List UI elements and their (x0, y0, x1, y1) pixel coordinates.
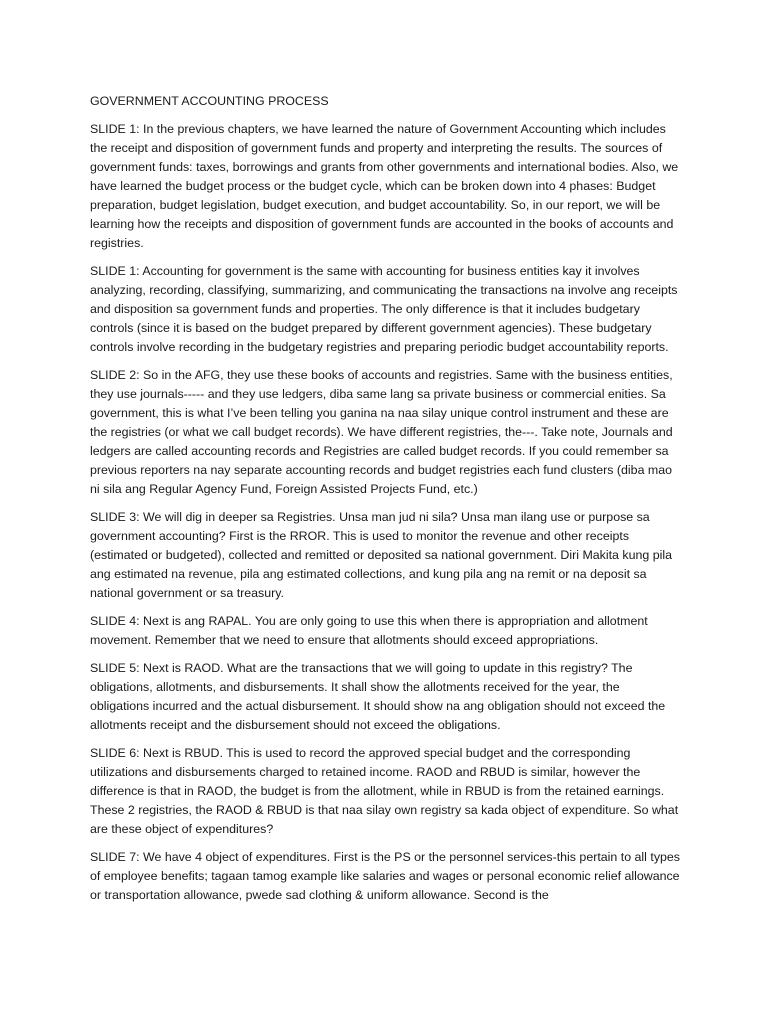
document-page (90, 92, 680, 914)
document-title: GOVERNMENT ACCOUNTING PROCESS (90, 94, 329, 108)
paragraph-slide-1-intro: SLIDE 1: In the previous chapters, we have learned the nature of Government Accounting which includes the receipt and disposition of government funds and property and interpreting the results. The sources of government funds: taxes, borrowings and grants from other governments and international bodies. Also, we have learned the budget process or the budget cycle, which can be broken down into 4 phases: Budget preparation, budget legislation, budget execution, and budget accountability. So, in our report, we will be learning how the receipts and disposition of government funds are accounted in the books of accounts and registries. (90, 122, 679, 250)
paragraph-slide-6: SLIDE 6: Next is RBUD. This is used to record the approved special budget and the corresponding utilizations and disbursements charged to retained income. RAOD and RBUD is similar, however the difference is that in RAOD, the budget is from the allotment, while in RBUD is from the retained earnings. These 2 registries, the RAOD & RBUD is that naa silay own registry sa kada object of expenditure. So what are these object of expenditures? (90, 746, 679, 836)
paragraph-slide-1-accounting: SLIDE 1: Accounting for government is the same with accounting for business entities kay it involves analyzing, recording, classifying, summarizing, and communicating the transactions na involve ang receipts and disposition sa government funds and properties. The only difference is that it includes budgetary controls (since it is based on the budget prepared by different government agencies). These budgetary controls involve recording in the budgetary registries and preparing periodic budget accountability reports. (90, 264, 678, 354)
paragraph-slide-2: SLIDE 2: So in the AFG, they use these books of accounts and registries. Same with the business entities, they use journals----- and they use ledgers, diba same lang sa private business or commercial enities. Sa government, this is what I’ve been telling you ganina na naa silay unique control instrument and these are the registries (or what we call budget records). We have different registries, the---. Take note, Journals and ledgers are called accounting records and Registries are called budget records. If you could remember sa previous reporters na nay separate accounting records and budget registries each fund clusters (diba mao ni sila ang Regular Agency Fund, Foreign Assisted Projects Fund, etc.) (90, 368, 673, 496)
paragraph-slide-5: SLIDE 5: Next is RAOD. What are the transactions that we will going to update in this registry? The obligations, allotments, and disbursements. It shall show the allotments received for the year, the obligations incurred and the actual disbursement. It should show na ang obligation should not exceed the allotments receipt and the disbursement should not exceed the obligations. (90, 661, 666, 732)
paragraph-slide-7: SLIDE 7: We have 4 object of expenditures. First is the PS or the personnel services-this pertain to all types of employee benefits; tagaan tamog example like salaries and wages or personal economic relief allowance or transportation allowance, pwede sad clothing & uniform allowance. Second is the (90, 850, 680, 902)
paragraph-slide-3: SLIDE 3: We will dig in deeper sa Registries. Unsa man jud ni sila? Unsa man ilang use or purpose sa government accounting? First is the RROR. This is used to monitor the revenue and other receipts (estimated or budgeted), collected and remitted or deposited sa national government. Diri Makita kung pila ang estimated na revenue, pila ang estimated collections, and kung pila ang na remit or na deposit sa national government or sa treasury. (90, 510, 672, 600)
paragraph-slide-4: SLIDE 4: Next is ang RAPAL. You are only going to use this when there is appropriation and allotment movement. Remember that we need to ensure that allotments should exceed appropriations. (90, 614, 648, 647)
